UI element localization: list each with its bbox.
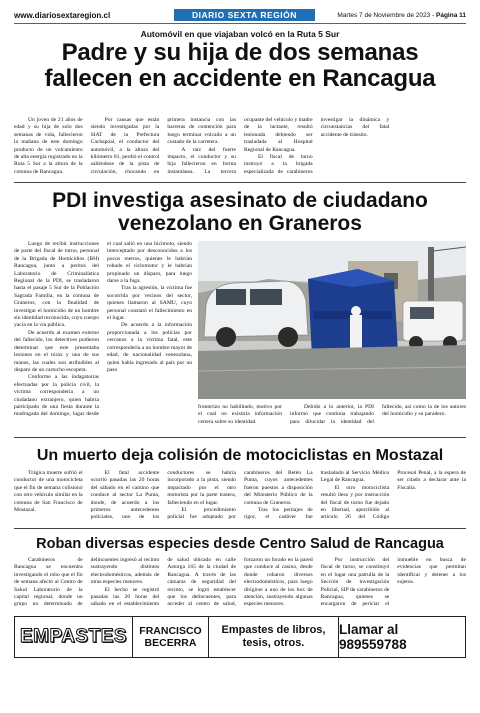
article2-paragraph: Conforme a las indagatorias efectuadas por la policía civil, la víctima correspondería a un ciudadano extranjero, quien habría participado de una fiesta durante la madrugada del domingo, lugar desde el cual salió en una bicimoto, siendo interceptado por desconocidos a los pocos metros, quienes le habrían robado el ciclomotor y le habrían propinado un disparo, para luego darse a la fuga.	[14, 241, 192, 418]
article1-headline-line2: fallecen en accidente en Rancagua	[44, 65, 436, 92]
section-divider	[14, 437, 466, 438]
article2-body	[14, 241, 192, 426]
article2-paragraph: Tras la agresión, la víctima fue socorrida por vecinos del sector, quienes llamaron al SAMU, cuyo personal constató el fallecimiento en el lugar.	[107, 285, 192, 322]
article4-headline: Roban diversas especies desde Centro Salud de Rancagua	[36, 536, 444, 552]
article3-headline: Un muerto deja colisión de motociclistas en Mostazal	[36, 447, 444, 464]
article4-paragraph: Por instrucción del fiscal de turno, se constituyó en el lugar una patrulla de la Sección de investigación Policial, SIP de carabineros de Rancagua, quienes se encargaron de periciar el inmueble en busca de evidencias que permitan identificar y detener a los sujetos.	[320, 557, 466, 608]
advert-word: EMPASTES	[19, 626, 128, 647]
article3-paragraph: Tras los peritajes de rigor, el cadáver fue trasladado al Servicio Médico Legal de Rancagua.	[243, 470, 390, 521]
article3-paragraph: El otro motociclista resultó ileso y por instrucción del fiscal de turno fue dejado en libertad, apercibido al artículo 26 del Código Procesal Penal, a la espera de ser citado a declarar ante la Fiscalía.	[320, 470, 466, 521]
article3-body	[14, 470, 466, 522]
article1-paragraph: A raíz del fuerte impacto, el conductor y su hija fallecieron en forma instantánea. La tercera ocupante del vehículo y madre de la lactante, resultó lesionada debiendo ser trasladada al Hospital Regional de Rancagua.	[167, 117, 313, 175]
advert-offer-line2: tesis, otros.	[242, 637, 305, 649]
article2-continuation	[198, 404, 466, 432]
article2-paragraph: De acuerdo al examen externo del fallecido, los detectives pudieron determinar que este presentaba lesiones en el tórax y una de sus manos, las cuales son atribuibles al disparo de un cartucho escopeta.	[14, 329, 99, 373]
advert-offer-line1: Empastes de libros,	[221, 624, 326, 636]
masthead	[14, 8, 466, 22]
article1-paragraph: Por causas que están siendo investigadas por la SIAT de la Prefectura Cachapoal, el conductor del automóvil, a la altura del kilómetro 81, perdió el control saliéndose de la pista de circulación, chocando en primera instancia con las barreras de contención para luego terminar volcado a un costado de la carretera.	[90, 117, 236, 175]
article2-headline-line1: PDI investiga asesinato de ciudadano	[52, 189, 428, 212]
crime-scene-illustration	[198, 241, 466, 399]
article1-paragraph: El fiscal de turno instruyó a la brigada especializada de carabineros investigar la dinámica y circunstancias del fatal accidente de tránsito.	[243, 117, 390, 175]
advert-brand	[15, 617, 133, 657]
article3-paragraph: El procedimiento policial fue adoptado por carabineros del Retén La Punta, cuyos antecedentes fueron puestos a disposición del Ministerio Público de la comuna de Graneros.	[167, 470, 313, 521]
bookbinding-advert	[14, 616, 466, 658]
issue-date	[337, 12, 466, 19]
advert-owner-first: FRANCISCO	[139, 625, 202, 637]
article2-headline	[14, 189, 466, 235]
advert-phone-text: Llamar al 989559788	[339, 622, 407, 652]
advert-owner	[133, 617, 209, 657]
article2-paragraph: Debido a lo anterior, la PDI informó que continúa trabajando para dilucidar la identidad del fallecido, así como la de los autores del homicidio y su paradero.	[290, 404, 466, 425]
article1-headline	[14, 40, 466, 92]
masthead-rule	[14, 23, 466, 24]
site-url[interactable]: www.diariosextaregion.cl	[14, 10, 111, 20]
advert-owner-last: BECERRA	[144, 637, 197, 649]
section-divider	[14, 182, 466, 183]
section-divider	[14, 528, 466, 529]
page-number: Página 11	[436, 11, 466, 19]
advert-phone[interactable]	[339, 617, 465, 657]
crime-scene-photo	[198, 241, 466, 399]
article1-headline-line1: Padre y su hija de dos semanas	[61, 39, 419, 66]
article1-kicker: Automóvil en que viajaban volcó en la Ruta 5 Sur	[140, 29, 340, 39]
article2-paragraph: De acuerdo a la información proporcionada a los policías por cercanos a la víctima fatal, este correspondería a un hombre mayor de edad, de nacionalidad venezolana, quien había ingresado al país por un paso	[107, 322, 192, 373]
article4-paragraph: Carabineros de Rancagua se encuentra investigando el robo que el fin de semana afectó al Centro de Salud Laboratorio de la capital regional, donde un grupo no determinado de delincuentes ingresó al recinto sustrayendo distintos electrodomésticos, además de otras especies menores.	[14, 557, 160, 608]
article4-paragraph: El hecho se registró pasadas las 20 horas del sábado en el establecimiento de salud ubicado en calle Astorga 165 de la ciudad de Rancagua. A través de las cámaras de seguridad del recinto, se logró establecer que los delincuentes, para acceder al centro de salud, forzaron un forado en la pared que conduce al casino, desde donde robaron diversos electrodomésticos, para luego dirigirse a uno de los box de atención, sustrayendo algunas especies menores.	[90, 557, 313, 608]
article3-paragraph: El fatal accidente ocurrió pasadas las 20 horas del sábado en el camino que conduce al sector La Punta, donde, de acuerdo a los primeros antecedentes policiales, uno de los conductores se habría incorporado a la pista, siendo impactado por el otro motorista por la parte trasera, falleciendo en el lugar.	[90, 470, 236, 521]
section-band: DIARIO SEXTA REGIÓN	[174, 9, 315, 21]
issue-date-text: Martes 7 de Noviembre de 2023 -	[337, 11, 436, 19]
article2-headline-line2: venezolano en Graneros	[118, 212, 362, 235]
article4-body	[14, 557, 466, 609]
article1-body	[14, 117, 466, 177]
article1-paragraph: Un joven de 21 años de edad y su hija de solo dos semanas de vida, fallecieron la mañana de este domingo producto de un volcamiento de alta energía registrado en la Ruta 5 Sur a la altura de la comuna de Rancagua.	[14, 117, 83, 175]
article2-paragraph: fronterizo no habilitado, motivo por el cual no existiría información certera sobre su identidad.	[198, 404, 282, 425]
article3-paragraph: Trágica muerte sufrió el conductor de una motocicleta que el fin de semana colisionó con otro vehículo similar en la comuna de San Francisco de Mostazal.	[14, 470, 83, 514]
advert-offer	[209, 617, 339, 657]
article2-paragraph: Luego de recibir instrucciones de parte del fiscal de turno, personal de la Brigada de Homicidios (BH) Rancagua, junto a peritos del Laboratorio de Criminalística Regional de la PDI, se trasladaron hasta el pasaje 5 Sur de la Población Sagrada Familia, en la comuna de Graneros, con la finalidad de investigar el homicidio de un hombre sin identidad reconocida, cuyo cuerpo yacía en la vía pública.	[14, 241, 99, 329]
